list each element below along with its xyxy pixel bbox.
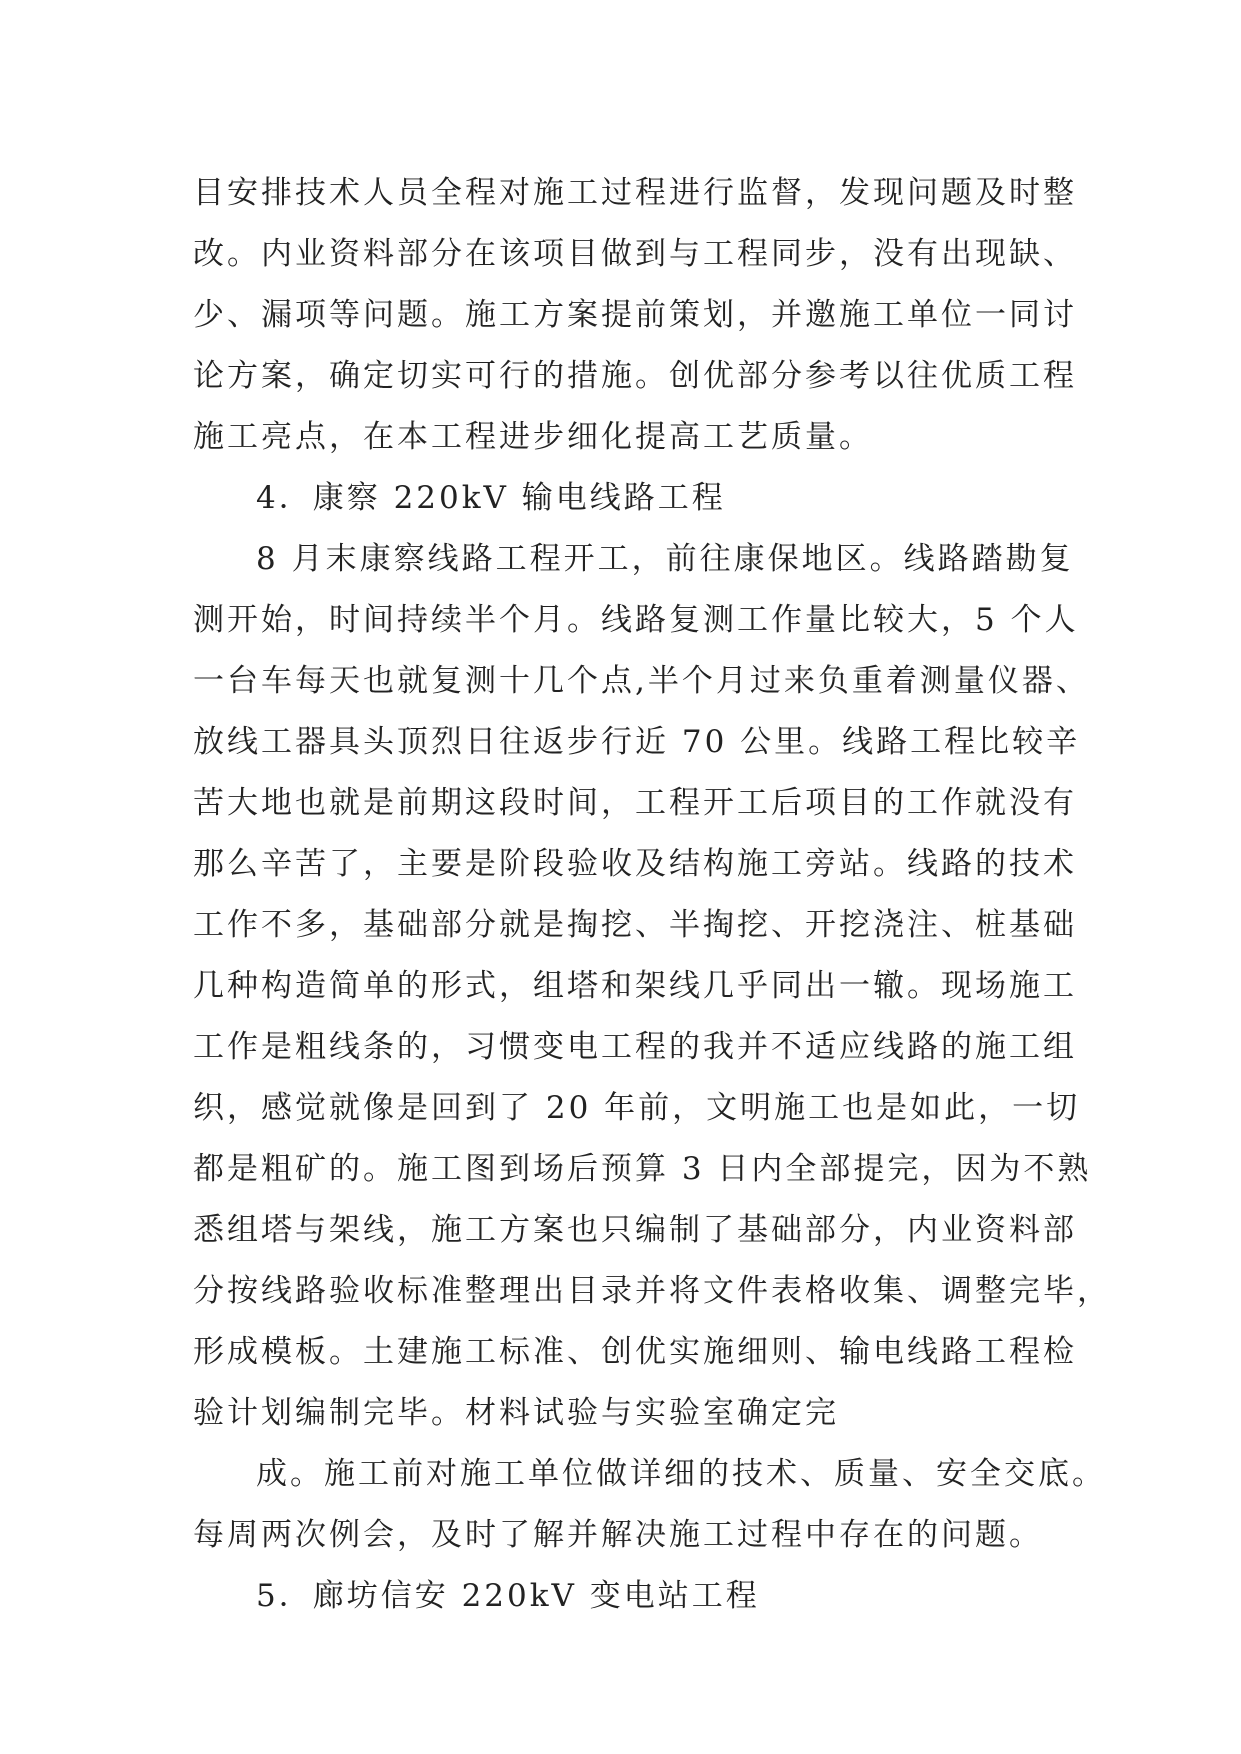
body-text xyxy=(193,163,1111,1627)
section-heading: 5．廊坊信安 220kV 变电站工程 xyxy=(256,1578,760,1614)
text-line: 少、漏项等问题。施工方案提前策划，并邀施工单位一同讨 xyxy=(193,297,1077,333)
text-line: 目安排技术人员全程对施工过程进行监督，发现问题及时整 xyxy=(193,175,1077,211)
text-line: 成。施工前对施工单位做详细的技术、质量、安全交底。 xyxy=(256,1456,1106,1492)
text-line: 施工亮点，在本工程进步细化提高工艺质量。 xyxy=(193,419,873,455)
text-line: 8 月末康察线路工程开工，前往康保地区。线路踏勘复 xyxy=(256,541,1074,577)
text-line: 每周两次例会，及时了解并解决施工过程中存在的问题。 xyxy=(193,1517,1043,1553)
text-line: 工作不多，基础部分就是掏挖、半掏挖、开挖浇注、桩基础 xyxy=(193,907,1077,943)
text-line: 改。内业资料部分在该项目做到与工程同步，没有出现缺、 xyxy=(193,236,1077,272)
text-line: 工作是粗线条的，习惯变电工程的我并不适应线路的施工组 xyxy=(193,1029,1077,1065)
text-line: 验计划编制完毕。材料试验与实验室确定完 xyxy=(193,1395,839,1431)
text-line: 形成模板。土建施工标准、创优实施细则、输电线路工程检 xyxy=(193,1334,1077,1370)
section-heading: 4．康察 220kV 输电线路工程 xyxy=(256,480,726,516)
text-line: 悉组塔与架线，施工方案也只编制了基础部分，内业资料部 xyxy=(193,1212,1077,1248)
text-line: 苦大地也就是前期这段时间，工程开工后项目的工作就没有 xyxy=(193,785,1077,821)
text-line: 织，感觉就像是回到了 20 年前，文明施工也是如此，一切 xyxy=(193,1090,1081,1126)
text-line: 几种构造简单的形式，组塔和架线几乎同出一辙。现场施工 xyxy=(193,968,1077,1004)
text-line: 分按线路验收标准整理出目录并将文件表格收集、调整完毕， xyxy=(193,1273,1111,1309)
text-line: 一台车每天也就复测十几个点,半个月过来负重着测量仪器、 xyxy=(193,663,1090,699)
text-line: 放线工器具头顶烈日往返步行近 70 公里。线路工程比较辛 xyxy=(193,724,1081,760)
text-line: 都是粗矿的。施工图到场后预算 3 日内全部提完，因为不熟 xyxy=(193,1151,1092,1187)
text-line: 测开始，时间持续半个月。线路复测工作量比较大，5 个人 xyxy=(193,602,1079,638)
text-line: 那么辛苦了，主要是阶段验收及结构施工旁站。线路的技术 xyxy=(193,846,1077,882)
text-line: 论方案，确定切实可行的措施。创优部分参考以往优质工程 xyxy=(193,358,1077,394)
